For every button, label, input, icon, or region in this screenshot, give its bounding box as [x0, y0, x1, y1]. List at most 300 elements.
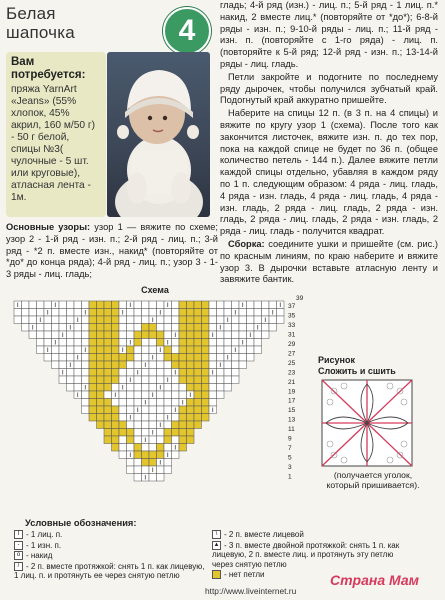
chart-cell [187, 301, 195, 309]
chart-cell [134, 399, 142, 407]
chart-cell [172, 451, 180, 459]
chart-cell [202, 309, 210, 317]
chart-cell [157, 354, 165, 362]
chart-cell [104, 361, 112, 369]
chart-cell [29, 301, 37, 309]
chart-cell [164, 421, 172, 429]
chart-cell [179, 444, 187, 452]
legend-symbol-icon [212, 570, 221, 579]
chart-cell [157, 436, 165, 444]
chart-cell [97, 331, 105, 339]
chart-cell [269, 324, 277, 332]
chart-cell [104, 406, 112, 414]
chart-cell [179, 376, 187, 384]
chart-cell [179, 384, 187, 392]
chart-cell [119, 301, 127, 309]
chart-cell [127, 384, 135, 392]
chart-cell [164, 331, 172, 339]
chart-cell [157, 391, 165, 399]
chart-cell [172, 376, 180, 384]
chart-cell [37, 301, 45, 309]
chart-cell [74, 376, 82, 384]
chart-cell [134, 354, 142, 362]
chart-cell [112, 339, 120, 347]
chart-cell [149, 451, 157, 459]
chart-cell [142, 309, 150, 317]
chart-cell [127, 466, 135, 474]
chart-cell [89, 324, 97, 332]
chart-cell [149, 444, 157, 452]
chart-cell [104, 316, 112, 324]
chart-cell [112, 369, 120, 377]
legend-symbol-icon: ▲ [213, 541, 220, 548]
chart-cell [202, 361, 210, 369]
figure-title-line-1: Рисунок [318, 355, 355, 365]
chart-cell [112, 436, 120, 444]
chart-cell [202, 339, 210, 347]
chart-cell [37, 309, 45, 317]
chart-cell [194, 384, 202, 392]
chart-cell [142, 324, 150, 332]
chart-cell [157, 369, 165, 377]
chart-cell [97, 346, 105, 354]
chart-cell [194, 361, 202, 369]
chart-cell [149, 339, 157, 347]
chart-cell [52, 316, 60, 324]
title-line-2: шапочка [6, 23, 75, 42]
chart-cell [224, 331, 232, 339]
chart-cell [157, 376, 165, 384]
chart-cell [134, 301, 142, 309]
chart-cell [104, 414, 112, 422]
chart-cell [179, 429, 187, 437]
chart-cell [104, 399, 112, 407]
chart-cell [142, 391, 150, 399]
chart-cell [112, 361, 120, 369]
chart-cell [104, 421, 112, 429]
chart-cell [112, 309, 120, 317]
chart-row-number: 33 [288, 321, 296, 329]
chart-row-number: 19 [288, 388, 296, 396]
chart-cell [149, 361, 157, 369]
chart-cell [187, 309, 195, 317]
chart-cell [172, 346, 180, 354]
chart-cell [89, 384, 97, 392]
chart-cell [149, 369, 157, 377]
chart-cell [44, 324, 52, 332]
chart-cell [239, 354, 247, 362]
chart-cell [37, 339, 45, 347]
chart-cell [134, 474, 142, 482]
chart-cell [187, 384, 195, 392]
chart-cell [149, 399, 157, 407]
chart-cell [217, 309, 225, 317]
chart-cell [262, 324, 270, 332]
chart-cell [209, 399, 217, 407]
chart-cell [134, 421, 142, 429]
chart-row-number: 25 [288, 359, 296, 367]
chart-cell [22, 324, 30, 332]
chart-cell [269, 301, 277, 309]
legend-item [14, 541, 209, 551]
chart-cell [119, 421, 127, 429]
chart-row-number: 21 [288, 378, 296, 386]
chart-cell [164, 459, 172, 467]
chart-cell [44, 339, 52, 347]
chart-row-number: 1 [288, 473, 292, 481]
chart-cell [97, 414, 105, 422]
chart-cell [67, 339, 75, 347]
chart-cell [142, 376, 150, 384]
chart-cell [142, 414, 150, 422]
legend-text: - 2 п. вместе протяжкой: снять 1 п. как лицевую, 1 лиц. п. и протянуть ее через снятую петлю [14, 561, 205, 580]
chart-cell [134, 316, 142, 324]
chart-cell [149, 421, 157, 429]
chart-cell [142, 354, 150, 362]
chart-cell [112, 414, 120, 422]
chart-cell [142, 451, 150, 459]
chart-cell [112, 406, 120, 414]
chart-cell [119, 369, 127, 377]
chart-cell [164, 361, 172, 369]
chart-cell [112, 376, 120, 384]
chart-cell [89, 346, 97, 354]
chart-cell [127, 369, 135, 377]
chart-cell [179, 339, 187, 347]
chart-cell [52, 346, 60, 354]
chart-cell [157, 301, 165, 309]
figure-title [318, 355, 396, 377]
chart-cell [247, 346, 255, 354]
chart-cell [134, 384, 142, 392]
chart-cell [217, 339, 225, 347]
chart-cell [187, 414, 195, 422]
chart-cell [142, 466, 150, 474]
chart-cell [194, 316, 202, 324]
chart-row-number: 29 [288, 340, 296, 348]
chart-cell [217, 384, 225, 392]
chart-cell [142, 459, 150, 467]
chart-cell [104, 331, 112, 339]
chart-cell [172, 339, 180, 347]
chart-cell [134, 444, 142, 452]
chart-cell [134, 324, 142, 332]
chart-cell [149, 376, 157, 384]
chart-cell [74, 309, 82, 317]
chart-cell [232, 316, 240, 324]
chart-cell [209, 301, 217, 309]
chart-cell [194, 414, 202, 422]
chart-cell [127, 324, 135, 332]
chart-cell [14, 316, 22, 324]
chart-cell [209, 309, 217, 317]
chart-cell [157, 451, 165, 459]
legend-symbol-icon: / [14, 562, 23, 571]
chart-cell [74, 301, 82, 309]
chart-cell [67, 331, 75, 339]
chart-row-number: 23 [288, 369, 296, 377]
chart-cell [97, 301, 105, 309]
chart-cell [127, 444, 135, 452]
chart-cell [89, 339, 97, 347]
instructions-paragraph: Петли закройте и подогните по последнему ряду дырочек, чтобы получился зубчатый край. Подогнутый край аккуратно пришейте. [220, 71, 438, 106]
chart-repeat-mark: 39 [296, 295, 304, 302]
chart-cell [37, 324, 45, 332]
chart-cell [67, 376, 75, 384]
footer-url[interactable]: http://www.liveinternet.ru [205, 586, 297, 596]
chart-row-number: 15 [288, 407, 296, 415]
chart-cell [239, 346, 247, 354]
chart-cell [232, 376, 240, 384]
chart-cell [157, 324, 165, 332]
chart-cell [239, 316, 247, 324]
chart-cell [194, 309, 202, 317]
chart-cell [194, 339, 202, 347]
chart-cell [179, 414, 187, 422]
chart-cell [112, 316, 120, 324]
chart-cell [59, 346, 67, 354]
chart-cell [172, 361, 180, 369]
chart-cell [187, 354, 195, 362]
chart-cell [44, 301, 52, 309]
chart-cell [224, 346, 232, 354]
legend-text: - 2 п. вместе лицевой [224, 530, 304, 539]
chart-row-number: 9 [288, 435, 292, 443]
chart-cell [22, 301, 30, 309]
chart-cell [224, 384, 232, 392]
chart-cell [97, 339, 105, 347]
chart-cell [74, 339, 82, 347]
chart-cell [104, 354, 112, 362]
chart-cell [209, 354, 217, 362]
chart-cell [134, 414, 142, 422]
chart-cell [247, 324, 255, 332]
chart-cell [187, 324, 195, 332]
chart-cell [262, 331, 270, 339]
chart-cell [172, 391, 180, 399]
chart-cell [254, 309, 262, 317]
chart-cell [37, 346, 45, 354]
chart-cell [232, 361, 240, 369]
chart-cell [142, 406, 150, 414]
chart-cell [172, 354, 180, 362]
chart-cell [164, 384, 172, 392]
chart-cell [134, 309, 142, 317]
chart-cell [172, 324, 180, 332]
chart-cell [134, 466, 142, 474]
chart-cell [209, 361, 217, 369]
chart-cell [134, 459, 142, 467]
chart-cell [89, 376, 97, 384]
chart-cell [127, 361, 135, 369]
chart-cell [194, 324, 202, 332]
chart-cell [217, 316, 225, 324]
legend-item [212, 530, 402, 540]
chart-cell [179, 406, 187, 414]
chart-cell [172, 384, 180, 392]
chart-cell [157, 316, 165, 324]
chart-cell [157, 429, 165, 437]
chart-cell [142, 369, 150, 377]
chart-cell [149, 309, 157, 317]
chart-cell [142, 316, 150, 324]
chart-cell [172, 316, 180, 324]
chart-cell [89, 369, 97, 377]
chart-cell [179, 361, 187, 369]
chart-cell [247, 354, 255, 362]
chart-cell [172, 309, 180, 317]
chart-cell [217, 331, 225, 339]
chart-cell [217, 301, 225, 309]
chart-cell [119, 436, 127, 444]
chart-cell [44, 331, 52, 339]
chart-cell [224, 339, 232, 347]
chart-cell [187, 399, 195, 407]
chart-cell [89, 316, 97, 324]
chart-cell [157, 444, 165, 452]
chart-cell [172, 429, 180, 437]
chart-cell [59, 339, 67, 347]
chart-cell [67, 316, 75, 324]
chart-cell [74, 346, 82, 354]
chart-cell [164, 406, 172, 414]
chart-cell [52, 324, 60, 332]
chart-cell [157, 474, 165, 482]
chart-cell [187, 436, 195, 444]
chart-cell [202, 324, 210, 332]
chart-cell [97, 384, 105, 392]
materials-box [6, 52, 106, 217]
chart-cell [82, 399, 90, 407]
legend-text: - накид [26, 551, 53, 560]
chart-cell [119, 399, 127, 407]
chart-cell [82, 376, 90, 384]
chart-cell [82, 316, 90, 324]
chart-cell [239, 361, 247, 369]
chart-cell [67, 346, 75, 354]
chart-cell [97, 354, 105, 362]
chart-cell [187, 331, 195, 339]
chart-cell [202, 414, 210, 422]
chart-cell [104, 384, 112, 392]
chart-cell [149, 414, 157, 422]
chart-cell [149, 474, 157, 482]
chart-cell [209, 324, 217, 332]
chart-cell [134, 346, 142, 354]
chart-cell [194, 391, 202, 399]
chart-cell [67, 309, 75, 317]
chart-cell [52, 309, 60, 317]
legend-item [14, 562, 209, 581]
chart-cell [89, 331, 97, 339]
chart-cell [232, 354, 240, 362]
chart-cell [112, 444, 120, 452]
legend-symbol-icon: - [14, 541, 23, 550]
chart-cell [202, 301, 210, 309]
chart-cell [142, 346, 150, 354]
number-badge: 4 [163, 7, 211, 55]
chart-cell [52, 331, 60, 339]
chart-cell [164, 466, 172, 474]
chart-cell [59, 324, 67, 332]
chart-cell [82, 369, 90, 377]
chart-cell [239, 331, 247, 339]
chart-cell [164, 316, 172, 324]
chart-cell [179, 369, 187, 377]
chart-cell [209, 391, 217, 399]
legend-symbol-icon: I [14, 530, 23, 539]
chart-cell [194, 376, 202, 384]
chart-cell [67, 384, 75, 392]
chart-cell [134, 451, 142, 459]
chart-cell [254, 316, 262, 324]
chart-cell [112, 421, 120, 429]
materials-text: пряжа YarnArt «Jeans» (55% хлопок, 45% акрил, 160 м/50 г) - 50 г белой, спицы №3( чулочные - 5 шт. или круговые), атласная лента - 1м. [11, 84, 96, 203]
chart-cell [97, 376, 105, 384]
chart-cell [82, 324, 90, 332]
chart-cell [262, 301, 270, 309]
chart-cell [104, 391, 112, 399]
chart-cell [127, 316, 135, 324]
chart-cell [262, 309, 270, 317]
instructions-paragraph: Наберите на спицы 12 п. (в 3 п. на 4 спицы) и вяжите по кругу узор 1 (схема). После того как закончится листочек, вяжите изн. п. до тех пор, пока на каждой спице не будет по 36 п. (общее количество петель - 144 п.). Далее вяжите петли каждой спицы отдельно, убавляя в каждом ряду по 1 п. следующим образом: 4 ряда - лиц. гладь, 4 ряда - изн. гладь, 4 ряда - лиц. гладь, 4 ряда - изн. гладь, 2 ряда - лиц. гладь, 2 ряда - изн. гладь, 2 ряда - лиц. гладь, 2 ряда - изн. гладь, 2 ряда - лиц. гладь - получится квадрат. [220, 108, 438, 237]
chart-cell [127, 406, 135, 414]
chart-cell [202, 316, 210, 324]
chart-cell [149, 384, 157, 392]
chart-cell [269, 316, 277, 324]
chart-cell [194, 346, 202, 354]
chart-cell [97, 309, 105, 317]
chart-row-number: 31 [288, 331, 296, 339]
chart-cell [142, 331, 150, 339]
figure-title-line-2: Сложить и сшить [318, 366, 396, 376]
chart-cell [172, 399, 180, 407]
chart-cell [247, 339, 255, 347]
chart-cell [67, 354, 75, 362]
chart-cell [202, 406, 210, 414]
chart-cell [194, 369, 202, 377]
chart-cell [202, 369, 210, 377]
chart-cell [224, 301, 232, 309]
chart-cell [194, 301, 202, 309]
chart-cell [97, 421, 105, 429]
chart-cell [82, 361, 90, 369]
chart-cell [127, 354, 135, 362]
chart-cell [89, 301, 97, 309]
chart-row-number: 11 [288, 426, 295, 434]
chart-cell [187, 316, 195, 324]
chart-cell [209, 376, 217, 384]
chart-cell [247, 309, 255, 317]
chart-cell [254, 339, 262, 347]
chart-cell [119, 391, 127, 399]
chart-cell [89, 361, 97, 369]
chart-cell [202, 399, 210, 407]
chart-cell [164, 346, 172, 354]
chart-cell [157, 399, 165, 407]
patterns-body: узор 1 — вяжите по схеме; узор 2 - 1-й ряд - изн. п.; 2-й ряд - лиц. п.; 3-й ряд - *2 п. вместе изн., накид* (повторяйте от *до* до конца ряда); 4-й ряд - лиц. п.; узор 3 - 1-3 ряды - лиц. гладь; [6, 222, 218, 280]
chart-cell [112, 384, 120, 392]
chart-cell [59, 316, 67, 324]
chart-cell [239, 309, 247, 317]
chart-cell [179, 421, 187, 429]
chart-cell [224, 324, 232, 332]
chart-cell [254, 346, 262, 354]
chart-cell [89, 406, 97, 414]
chart-cell [112, 399, 120, 407]
chart-cell [172, 301, 180, 309]
chart-cell [142, 339, 150, 347]
